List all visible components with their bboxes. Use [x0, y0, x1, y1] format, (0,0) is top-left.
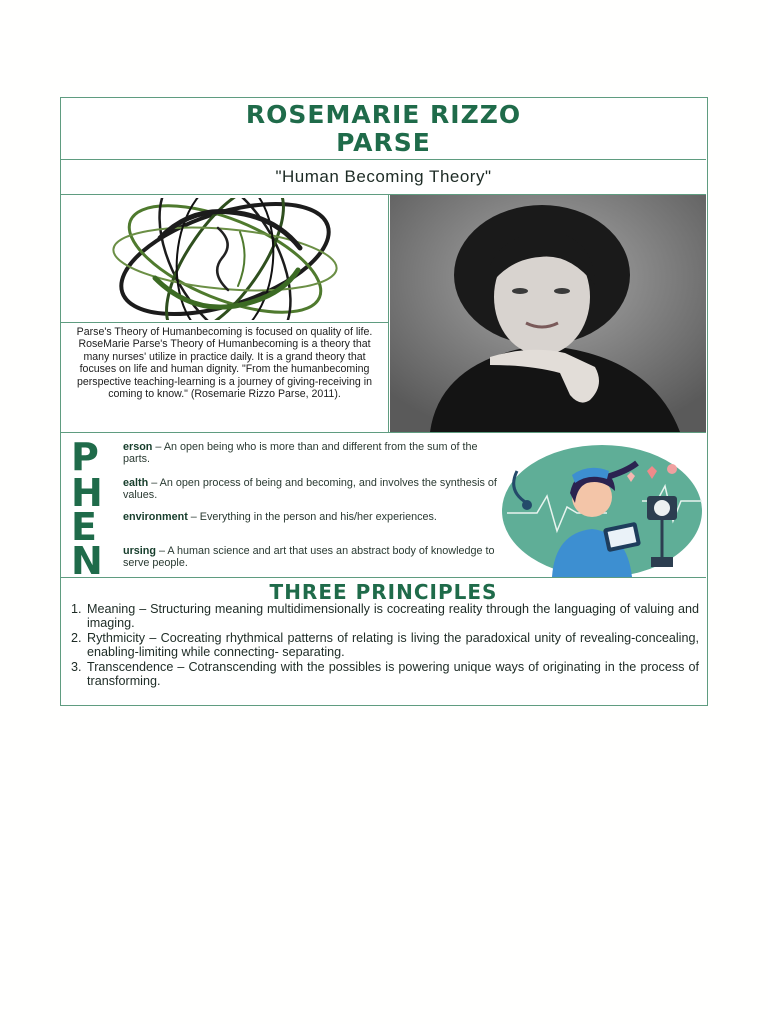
list-number: 3. — [71, 659, 82, 674]
list-text: Meaning – Structuring meaning multidimensionally is cocreating reality through the languaging of valuing and imaging. — [87, 602, 699, 631]
list-number: 1. — [71, 602, 82, 616]
phen-definition-health — [123, 477, 503, 501]
list-text: Rythmicity – Cocreating rhythmical patterns of relating is living the paradoxical unity of revealing-concealing, enabling-limiting while connecting- separating. — [87, 630, 699, 660]
poster — [60, 97, 708, 706]
woven-circle-logo-graphic — [100, 198, 350, 320]
phen-definition: – Everything in the person and his/her experiences. — [187, 511, 437, 523]
phen-letter-h: H — [71, 471, 103, 515]
phen-term: ealth — [123, 477, 149, 489]
phen-term: ursing — [123, 545, 156, 557]
list-text: Transcendence – Cotranscending with the possibles is powering unique ways of originating in the process of transforming. — [87, 659, 699, 689]
phen-definition: – A human science and art that uses an abstract body of knowledge to serve people. — [123, 545, 495, 570]
nurse-illustration — [497, 441, 707, 577]
intro-text: Parse's Theory of Humanbecoming is focused on quality of life. RoseMarie Parse's Theory of Humanbecoming is a theory that many nurses' utilize in practice daily. It is a grand theory that focuses on life and human dignity. "From the humanbecoming perspective teaching-learning is a journey of giving-receiving in coming to know." (Rosemarie Rizzo Parse, 2011). — [61, 323, 389, 432]
list-item — [71, 631, 699, 660]
portrait-photo — [390, 195, 706, 432]
subtitle: "Human Becoming Theory" — [61, 160, 706, 195]
phen-term: erson — [123, 441, 153, 453]
title-banner — [61, 98, 706, 160]
phen-definition-person — [123, 441, 503, 465]
phen-letter-p: P — [71, 435, 99, 479]
phen-letter-n: N — [71, 539, 103, 583]
phen-definition-environment — [123, 511, 503, 523]
title-line-1: ROSEMARIE RIZZO — [245, 99, 522, 129]
principles-title: THREE PRINCIPLES — [269, 580, 498, 604]
principles-list — [71, 602, 699, 688]
portrait-graphic — [390, 195, 706, 432]
phen-definition-nursing — [123, 545, 503, 569]
list-number: 2. — [71, 630, 82, 645]
woven-circle-logo — [61, 195, 389, 323]
list-item — [71, 602, 699, 631]
title-line-2: PARSE — [336, 127, 431, 157]
phen-definition: – An open process of being and becoming, and involves the synthesis of values. — [123, 477, 497, 502]
phen-letter-e: E — [71, 505, 97, 549]
phen-section — [61, 432, 706, 583]
phen-definition: – An open being who is more than and different from the sum of the parts. — [123, 441, 478, 466]
list-item — [71, 660, 699, 689]
phen-term: environment — [123, 511, 188, 523]
